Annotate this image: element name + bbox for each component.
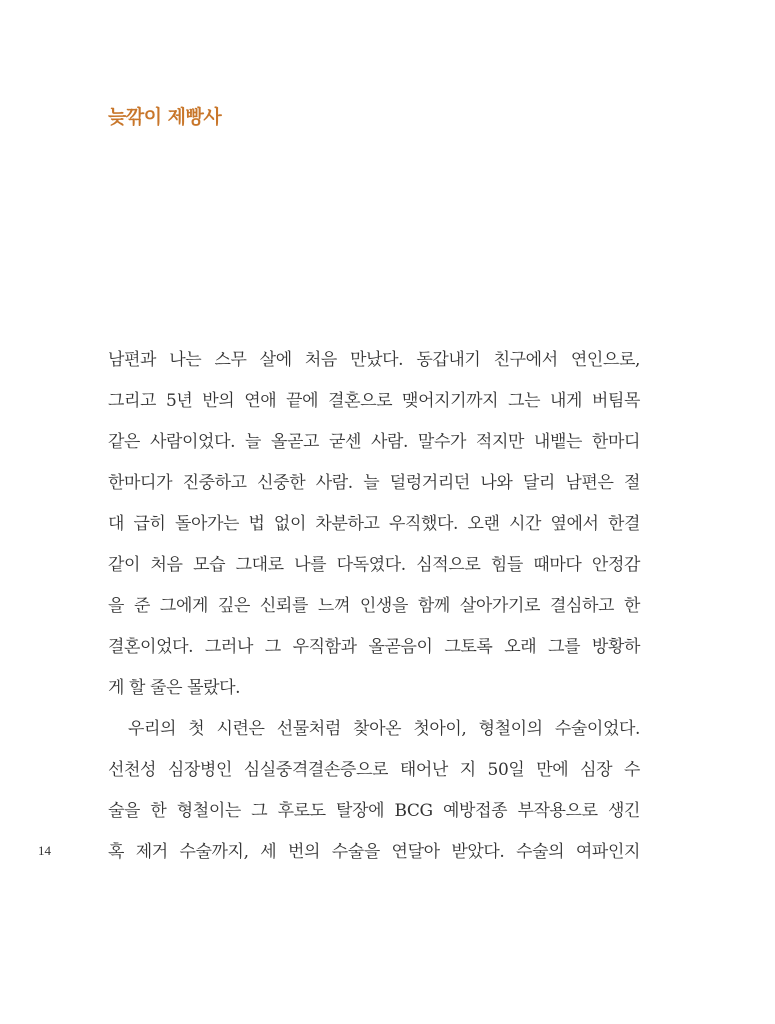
body-text	[108, 340, 640, 873]
text-line: 우리의 첫 시련은 선물처럼 찾아온 첫아이, 형철이의 수술이었다.	[128, 719, 640, 739]
text-line: 남편과 나는 스무 살에 처음 만났다. 동갑내기 친구에서 연인으로,	[108, 350, 640, 370]
text-line: 대 급히 돌아가는 법 없이 차분하고 우직했다. 오랜 시간 옆에서 한결	[108, 514, 640, 534]
paragraph	[108, 340, 640, 709]
text-line: 혹 제거 수술까지, 세 번의 수술을 연달아 받았다. 수술의 여파인지	[108, 842, 640, 862]
text-line: 게 할 줄은 몰랐다.	[108, 678, 241, 698]
paragraph	[108, 709, 640, 873]
chapter-title: 늦깎이 제빵사	[108, 106, 222, 128]
text-line: 선천성 심장병인 심실중격결손증으로 태어난 지 50일 만에 심장 수	[108, 760, 640, 780]
text-line: 한마디가 진중하고 신중한 사람. 늘 덜렁거리던 나와 달리 남편은 절	[108, 473, 640, 493]
text-line: 같은 사람이었다. 늘 올곧고 굳센 사람. 말수가 적지만 내뱉는 한마디	[108, 432, 640, 452]
text-line: 결혼이었다. 그러나 그 우직함과 올곧음이 그토록 오래 그를 방황하	[108, 637, 640, 657]
text-line: 술을 한 형철이는 그 후로도 탈장에 BCG 예방접종 부작용으로 생긴	[108, 801, 640, 821]
text-line: 그리고 5년 반의 연애 끝에 결혼으로 맺어지기까지 그는 내게 버팀목	[108, 391, 640, 411]
text-line: 을 준 그에게 깊은 신뢰를 느껴 인생을 함께 살아가기로 결심하고 한	[108, 596, 640, 616]
page-number: 14	[38, 843, 51, 858]
text-line: 같이 처음 모습 그대로 나를 다독였다. 심적으로 힘들 때마다 안정감	[108, 555, 640, 575]
